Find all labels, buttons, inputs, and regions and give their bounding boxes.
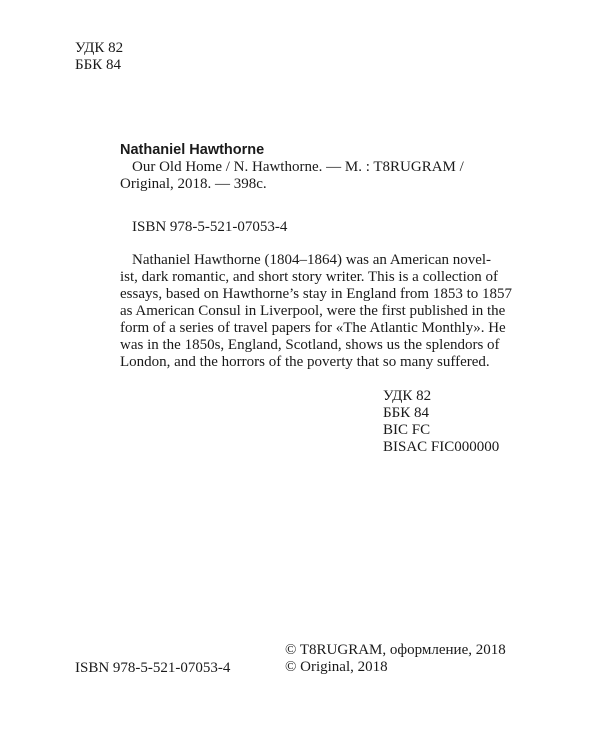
bbk-code: ББК 84 xyxy=(383,405,429,421)
udk-code: УДК 82 xyxy=(75,40,124,56)
bibliographic-description-line: Our Old Home / N. Hawthorne. — M. : T8RUGRAM / xyxy=(132,159,464,175)
bibliographic-description-line: Original, 2018. — 398c. xyxy=(120,176,267,192)
annotation-line: essays, based on Hawthorne’s stay in England from 1853 to 1857 xyxy=(120,286,513,302)
bisac-code: BISAC FIC000000 xyxy=(383,439,500,455)
udk-code: УДК 82 xyxy=(383,388,432,404)
classification-right xyxy=(383,388,499,456)
annotation-line: Nathaniel Hawthorne (1804–1864) was an American novel- xyxy=(132,252,492,268)
isbn-text: ISBN 978-5-521-07053-4 xyxy=(132,219,288,235)
annotation-line: was in the 1850s, England, Scotland, shows us the splendors of xyxy=(120,337,500,353)
classification-top xyxy=(75,40,123,74)
annotation-line: London, and the horrors of the poverty that so many suffered. xyxy=(120,354,490,370)
copyright-block xyxy=(285,642,506,676)
annotation-line: ist, dark romantic, and short story writer. This is a collection of xyxy=(120,269,498,285)
author-heading: Nathaniel Hawthorne xyxy=(120,142,265,158)
isbn-main xyxy=(132,219,287,236)
copyright-line: © Original, 2018 xyxy=(285,659,388,675)
bic-code: BIC FC xyxy=(383,422,431,438)
isbn-text: ISBN 978-5-521-07053-4 xyxy=(75,660,231,676)
copyright-line: © T8RUGRAM, оформление, 2018 xyxy=(285,642,506,658)
bbk-code: ББК 84 xyxy=(75,57,121,73)
annotation-line: form of a series of travel papers for «The Atlantic Monthly». He xyxy=(120,320,506,336)
annotation-line: as American Consul in Liverpool, were the first published in the xyxy=(120,303,506,319)
bibliographic-record xyxy=(120,142,520,193)
annotation xyxy=(120,252,518,371)
isbn-bottom xyxy=(75,660,230,677)
